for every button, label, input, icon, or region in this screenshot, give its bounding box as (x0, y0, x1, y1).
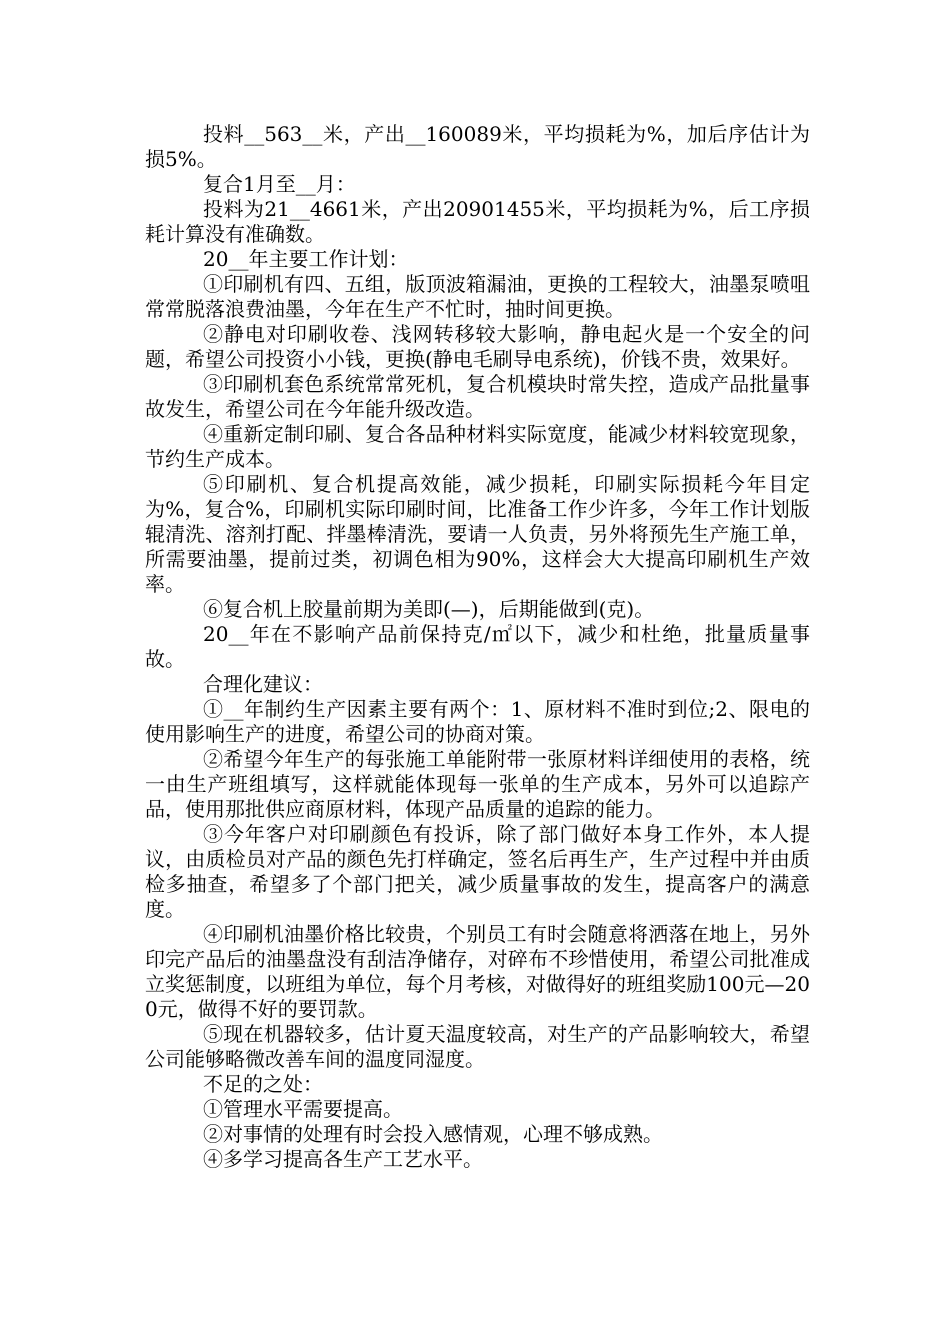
shortcoming-item-2: ②对事情的处理有时会投入感情观，心理不够成熟。 (203, 1122, 663, 1146)
suggestion-item-1: ①__年制约生产因素主要有两个：1、原材料不准时到位;2、限电的使用影响生产的进度，希望公司的协商对策。 (145, 697, 810, 746)
paragraph-composite-summary: 投料为21__4661米，产出20901455米，平均损耗为%，后工序损耗计算没有准确数。 (145, 197, 810, 246)
suggestion-item-2: ②希望今年生产的每张施工单能附带一张原材料详细使用的表格，统一由生产班组填写，这样就能体现每一张单的生产成本，另外可以追踪产品，使用那批供应商原材料，体现产品质量的追踪的能力。 (145, 747, 810, 821)
document-body (145, 122, 810, 1172)
paragraph-composite-heading: 复合1月至__月： (203, 172, 356, 196)
section-heading-work-plan: 20__年主要工作计划： (203, 247, 409, 271)
paragraph-input-summary: 投料__563__米，产出__160089米，平均损耗为%，加后序估计为损5%。 (145, 122, 810, 171)
plan-item-6: ⑥复合机上胶量前期为美即(—)，后期能做到(克)。 (203, 597, 655, 621)
section-heading-suggestions: 合理化建议： (203, 672, 323, 696)
plan-target: 20__年在不影响产品前保持克/㎡以下，减少和杜绝，批量质量事故。 (145, 622, 810, 671)
section-heading-shortcomings: 不足的之处： (203, 1072, 323, 1096)
suggestion-item-3: ③今年客户对印刷颜色有投诉，除了部门做好本身工作外，本人提议，由质检员对产品的颜色先打样确定，签名后再生产，生产过程中并由质检多抽查，希望多了个部门把关，减少质量事故的发生，提高客户的满意度。 (145, 822, 810, 921)
plan-item-4: ④重新定制印刷、复合各品种材料实际宽度，能减少材料较宽现象，节约生产成本。 (145, 422, 810, 471)
shortcoming-item-1: ①管理水平需要提高。 (203, 1097, 403, 1121)
suggestion-item-5: ⑤现在机器较多，估计夏天温度较高，对生产的产品影响较大，希望公司能够略微改善车间的温度同湿度。 (145, 1022, 810, 1071)
shortcoming-item-4: ④多学习提高各生产工艺水平。 (203, 1147, 483, 1171)
suggestion-item-4: ④印刷机油墨价格比较贵，个别员工有时会随意将洒落在地上，另外印完产品后的油墨盘没有刮洁净储存，对碎布不珍惜使用，希望公司批准成立奖惩制度，以班组为单位，每个月考核，对做得好的班组奖励100元—200元，做得不好的要罚款。 (145, 922, 810, 1021)
plan-item-3: ③印刷机套色系统常常死机，复合机模块时常失控，造成产品批量事故发生，希望公司在今年能升级改造。 (145, 372, 810, 421)
plan-item-2: ②静电对印刷收卷、浅网转移较大影响，静电起火是一个安全的问题，希望公司投资小小钱，更换(静电毛刷导电系统)，价钱不贵，效果好。 (145, 322, 810, 371)
plan-item-1: ①印刷机有四、五组，版顶波箱漏油，更换的工程较大，油墨泵喷咀常常脱落浪费油墨，今年在生产不忙时，抽时间更换。 (145, 272, 810, 321)
plan-item-5: ⑤印刷机、复合机提高效能，减少损耗，印刷实际损耗今年目定为%，复合%，印刷机实际印刷时间，比准备工作少许多，今年工作计划版辊清洗、溶剂打配、拌墨棒清洗，要请一人负责，另外将预先生产施工单，所需要油墨，提前过类，初调色相为90%，这样会大大提高印刷机生产效率。 (145, 472, 810, 596)
